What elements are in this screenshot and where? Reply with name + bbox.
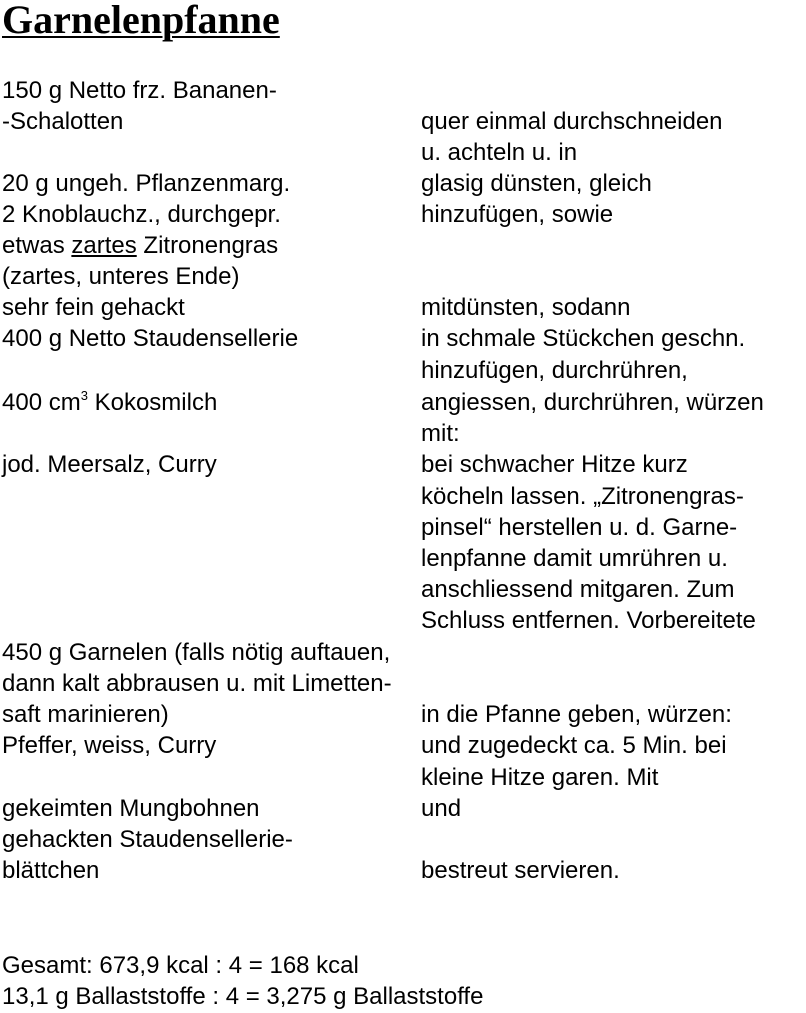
step-line: und	[421, 795, 462, 822]
ingredient-text: Zitronengras	[136, 232, 279, 259]
ingredient-line: 2 Knoblauchz., durchgepr.	[2, 201, 281, 228]
ingredient-line: Pfeffer, weiss, Curry	[2, 732, 217, 759]
ingredient-line	[2, 230, 278, 261]
ingredient-line: saft marinieren)	[2, 701, 169, 728]
step-line: in die Pfanne geben, würzen:	[421, 701, 732, 728]
step-line: bei schwacher Hitze kurz	[421, 451, 688, 478]
ingredient-line: jod. Meersalz, Curry	[2, 451, 217, 478]
step-line: anschliessend mitgaren. Zum	[421, 576, 735, 603]
ingredient-text: etwas	[2, 232, 72, 259]
ingredient-line: 450 g Garnelen (falls nötig auftauen,	[2, 639, 391, 666]
step-line: in schmale Stückchen geschn.	[421, 325, 746, 352]
step-line: bestreut servieren.	[421, 857, 620, 884]
step-line: lenpfanne damit umrühren u.	[421, 545, 728, 572]
underlined-word: zartes	[71, 232, 137, 259]
ingredient-line: 400 g Netto Staudensellerie	[2, 325, 299, 352]
step-line: köcheln lassen. „Zitronengras-	[421, 483, 744, 510]
ingredient-line: gehackten Staudensellerie-	[2, 826, 293, 853]
step-line: und zugedeckt ca. 5 Min. bei	[421, 732, 727, 759]
ingredient-line: sehr fein gehackt	[2, 294, 185, 321]
total-kcal: Gesamt: 673,9 kcal : 4 = 168 kcal	[2, 952, 359, 979]
step-line: mit:	[421, 420, 460, 447]
ingredient-line: 150 g Netto frz. Bananen-	[2, 77, 277, 104]
ingredient-line: gekeimten Mungbohnen	[2, 795, 260, 822]
page-title: Garnelenpfanne	[2, 0, 280, 42]
superscript: 3	[80, 388, 88, 403]
step-line: hinzufügen, sowie	[421, 201, 614, 228]
ingredient-line: (zartes, unteres Ende)	[2, 263, 240, 290]
step-line: mitdünsten, sodann	[421, 294, 631, 321]
ingredient-text: 400 cm	[2, 389, 81, 416]
step-line: angiessen, durchrühren, würzen	[421, 389, 764, 416]
total-fiber: 13,1 g Ballaststoffe : 4 = 3,275 g Ballaststoffe	[2, 983, 484, 1010]
ingredient-line: dann kalt abbrausen u. mit Limetten-	[2, 670, 392, 697]
ingredient-text: Kokosmilch	[87, 389, 218, 416]
step-line: quer einmal durchschneiden	[421, 108, 723, 135]
step-line: hinzufügen, durchrühren,	[421, 357, 688, 384]
ingredient-line: blättchen	[2, 857, 100, 884]
step-line: kleine Hitze garen. Mit	[421, 764, 659, 791]
step-line: glasig dünsten, gleich	[421, 170, 652, 197]
step-line: pinsel“ herstellen u. d. Garne-	[421, 514, 738, 541]
step-line: Schluss entfernen. Vorbereitete	[421, 607, 756, 634]
step-line: u. achteln u. in	[421, 139, 578, 166]
ingredient-line: 20 g ungeh. Pflanzenmarg.	[2, 170, 291, 197]
ingredient-line	[2, 387, 217, 418]
ingredient-line: -Schalotten	[2, 108, 124, 135]
